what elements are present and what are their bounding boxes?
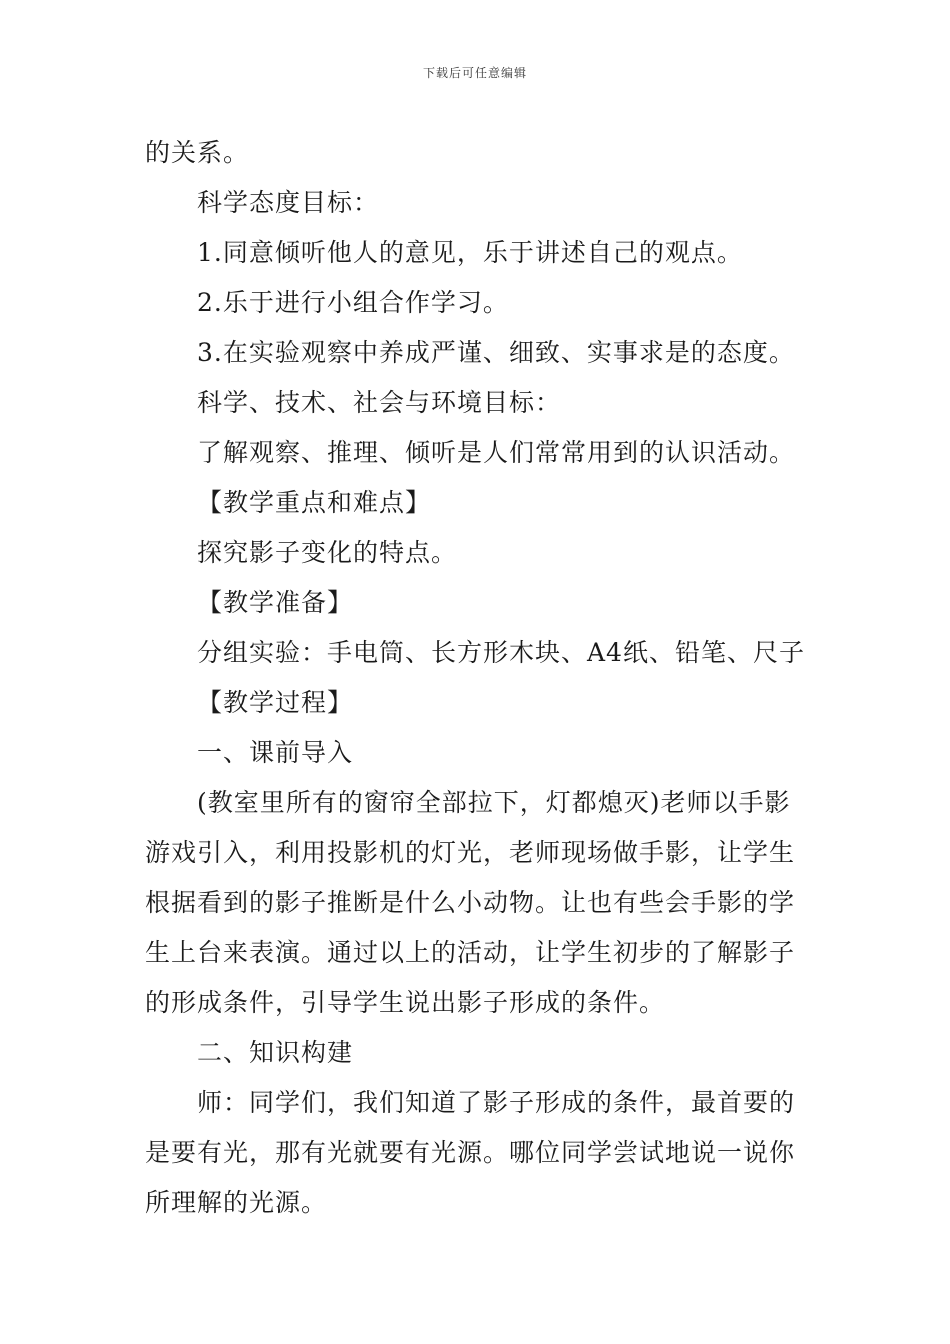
paragraph-line: 所理解的光源。 xyxy=(145,1188,328,1217)
paragraph-line: 游戏引入，利用投影机的灯光，老师现场做手影，让学生 xyxy=(145,838,796,867)
paragraph-line: 是要有光，那有光就要有光源。哪位同学尝试地说一说你 xyxy=(145,1138,796,1167)
section-heading: 二、知识构建 xyxy=(197,1038,354,1067)
text-line: 探究影子变化的特点。 xyxy=(197,538,458,567)
section-heading: 【教学重点和难点】 xyxy=(197,488,432,517)
list-item: 2.乐于进行小组合作学习。 xyxy=(197,288,509,317)
text-line: 分组实验：手电筒、长方形木块、A4纸、铅笔、尺子 xyxy=(197,638,805,667)
section-heading: 科学态度目标： xyxy=(197,188,380,217)
list-item: 1.同意倾听他人的意见，乐于讲述自己的观点。 xyxy=(197,238,743,267)
section-heading: 【教学过程】 xyxy=(197,688,354,717)
paragraph-line: (教室里所有的窗帘全部拉下，灯都熄灭)老师以手影 xyxy=(197,788,791,817)
paragraph-line: 的形成条件，引导学生说出影子形成的条件。 xyxy=(145,988,666,1017)
document-body xyxy=(145,128,810,1228)
text-line: 的关系。 xyxy=(145,138,250,167)
text-line: 了解观察、推理、倾听是人们常常用到的认识活动。 xyxy=(197,438,796,467)
section-heading: 【教学准备】 xyxy=(197,588,354,617)
paragraph-line: 根据看到的影子推断是什么小动物。让也有些会手影的学 xyxy=(145,888,796,917)
paragraph-line: 生上台来表演。通过以上的活动，让学生初步的了解影子 xyxy=(145,938,796,967)
section-heading: 科学、技术、社会与环境目标： xyxy=(197,388,562,417)
paragraph-line: 师：同学们，我们知道了影子形成的条件，最首要的 xyxy=(197,1088,796,1117)
list-item: 3.在实验观察中养成严谨、细致、实事求是的态度。 xyxy=(197,338,795,367)
page-header: 下载后可任意编辑 xyxy=(422,66,527,80)
section-heading: 一、课前导入 xyxy=(197,738,354,767)
